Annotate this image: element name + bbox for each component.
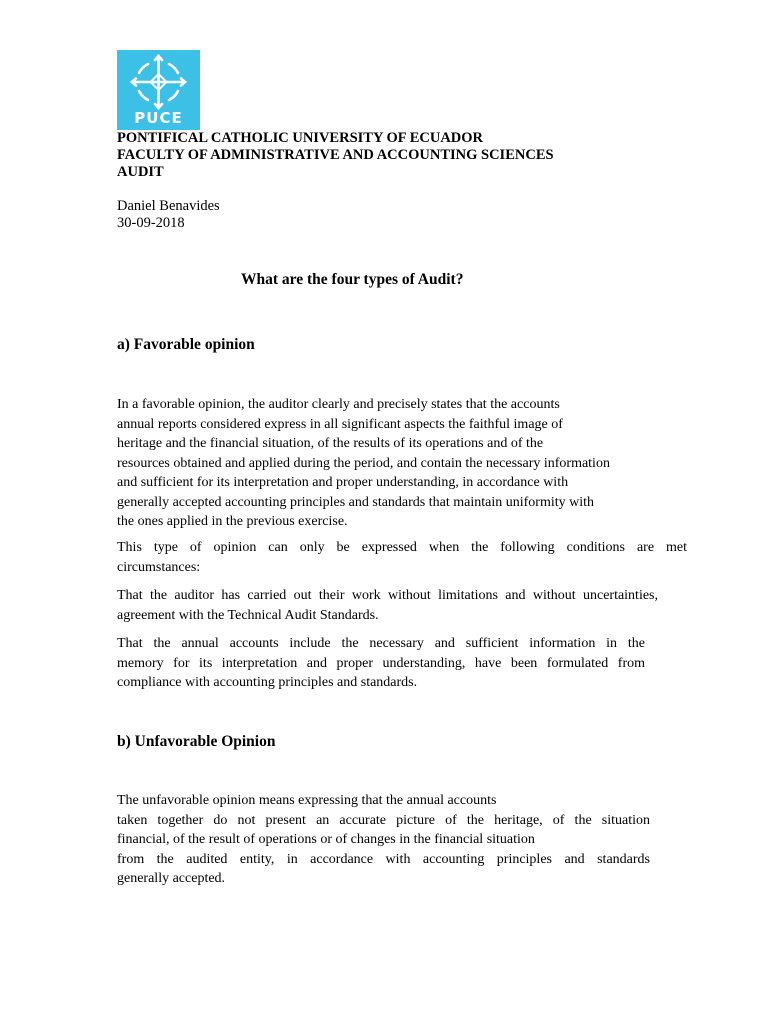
- section-a-conditions-paragraph: [117, 538, 687, 577]
- document-date: 30-09-2018: [117, 215, 185, 231]
- paragraph-line: heritage and the financial situation, of the results of its operations and of the: [117, 436, 544, 451]
- paragraph-line: agreement with the Technical Audit Standards.: [117, 607, 379, 623]
- faculty-name: FACULTY OF ADMINISTRATIVE AND ACCOUNTING SCIENCES: [117, 147, 554, 163]
- paragraph-line: and sufficient for its interpretation and proper understanding, in accordance with: [117, 475, 569, 490]
- subject-name: AUDIT: [117, 164, 164, 180]
- paragraph-line: annual reports considered express in all significant aspects the faithful image of: [117, 416, 563, 432]
- section-a-condition-2-paragraph: [117, 634, 645, 693]
- author-block: [117, 198, 220, 232]
- paragraph-line: resources obtained and applied during the period, and contain the necessary information: [117, 455, 610, 471]
- paragraph-line: from the audited entity, in accordance with accounting principles and standards: [117, 851, 650, 867]
- paragraph-line: taken together do not present an accurate picture of the heritage, of the situation: [117, 812, 650, 828]
- author-name: Daniel Benavides: [117, 198, 220, 214]
- paragraph-line: This type of opinion can only be expressed when the following conditions are met: [117, 540, 687, 555]
- university-logo: [117, 50, 200, 130]
- paragraph-line: the ones applied in the previous exercise.: [117, 514, 348, 529]
- cross-compass-icon: [117, 50, 200, 114]
- section-b-body-paragraph: [117, 791, 650, 889]
- paragraph-line: In a favorable opinion, the auditor clearly and precisely states that the accounts: [117, 397, 560, 412]
- university-name: PONTIFICAL CATHOLIC UNIVERSITY OF ECUADOR: [117, 130, 484, 146]
- paragraph-line: That the annual accounts include the necessary and sufficient information in the: [117, 636, 645, 651]
- document-header: [117, 130, 677, 181]
- paragraph-line: That the auditor has carried out their work without limitations and without uncertainties,: [117, 588, 658, 603]
- logo-text: PUCE: [134, 109, 183, 127]
- section-a-intro-paragraph: [117, 395, 610, 532]
- paragraph-line: generally accepted accounting principles and standards that maintain uniformity with: [117, 494, 595, 510]
- paragraph-line: compliance with accounting principles and standards.: [117, 675, 418, 690]
- paragraph-line: memory for its interpretation and proper understanding, have been formulated from: [117, 655, 645, 671]
- document-title: What are the four types of Audit?: [241, 271, 464, 288]
- section-a-condition-1-paragraph: [117, 586, 658, 625]
- section-b-heading: b) Unfavorable Opinion: [117, 733, 276, 750]
- paragraph-line: financial, of the result of operations or of changes in the financial situation: [117, 832, 535, 847]
- paragraph-line: circumstances:: [117, 559, 201, 575]
- section-a-heading: a) Favorable opinion: [117, 336, 255, 353]
- paragraph-line: generally accepted.: [117, 871, 226, 886]
- paragraph-line: The unfavorable opinion means expressing that the annual accounts: [117, 793, 497, 808]
